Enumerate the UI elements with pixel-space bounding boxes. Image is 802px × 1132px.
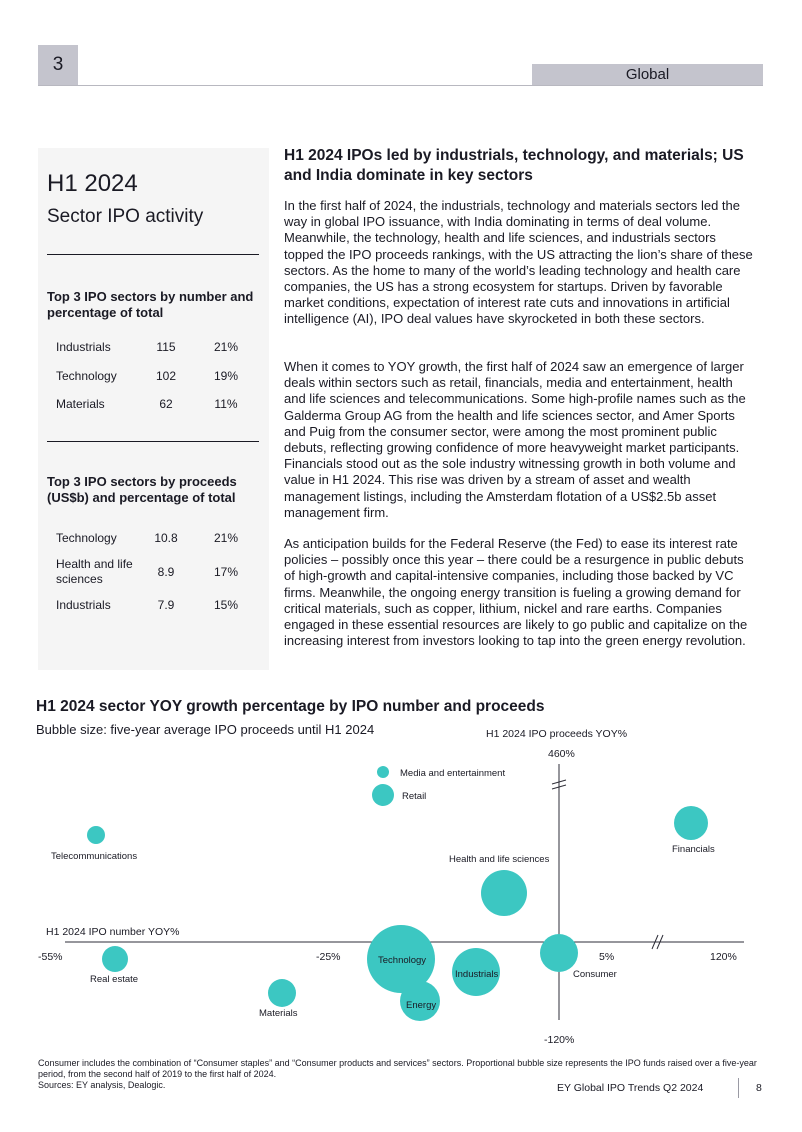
x-tick-label: 5% [599, 951, 615, 963]
sector-pct: 11% [214, 397, 238, 411]
sector-pct: 21% [213, 531, 239, 545]
sector-name: Health and life sciences [56, 557, 133, 586]
article-paragraph: When it comes to YOY growth, the first half of 2024 saw an emergence of larger deals within sectors such as retail, financials, media and entertainment, health and life sciences and telecommunications. Some high-profile names such as the Galderma Group AG from the health and life sciences sector, and Amer Sports and Puig from the consumer sector, were among the most prominent public debuts, reflecting growing confidence of more heavyweight market participants. Financials stood out as the sole industry witnessing growth in both volume and value in H1 2024. This rise was driven by a stream of asset and wealth management listings, including the Amsterdam flotation of a US$2.5b asset management firm. [284, 359, 746, 520]
sector-name: Technology [56, 369, 117, 383]
panel-divider [47, 441, 259, 442]
footnote-text: Consumer includes the combination of “Consumer staples” and “Consumer products and services” sectors. Proportional bubble size represents the IPO funds raised over a five-year period, from the second half of 2019 to the first half of 2024. [38, 1058, 757, 1079]
bubble-telecommunications [87, 826, 105, 844]
footer-divider [738, 1078, 739, 1098]
bubble-chart [0, 720, 802, 1055]
x-axis-label: H1 2024 IPO number YOY% [46, 926, 180, 938]
report-name: EY Global IPO Trends Q2 2024 [557, 1082, 704, 1094]
sector-value: 102 [155, 369, 177, 383]
bubble-health-life-sciences [481, 870, 527, 916]
sector-name: Industrials [56, 340, 111, 354]
chart-title: H1 2024 sector YOY growth percentage by IPO number and proceeds [36, 698, 545, 715]
footnote-sources: Sources: EY analysis, Dealogic. [38, 1080, 166, 1090]
article-title: H1 2024 IPOs led by industrials, technology, and materials; US and India dominate in key sectors [284, 147, 744, 184]
sector-name: Industrials [56, 598, 111, 612]
number-table-heading: Top 3 IPO sectors by number and percentage of total [47, 289, 254, 320]
sector-value: 8.9 [157, 565, 175, 579]
panel-subtitle: Sector IPO activity [47, 206, 204, 227]
bubble-label: Industrials [455, 969, 499, 980]
sector-pct: 21% [213, 340, 239, 354]
sector-activity-panel [38, 148, 269, 670]
bubble-label: Technology [378, 955, 427, 966]
page-section-number: 3 [38, 45, 78, 85]
sector-name: Technology [56, 531, 117, 545]
y-axis-label: H1 2024 IPO proceeds YOY% [486, 728, 628, 740]
chart-subtitle: Bubble size: five-year average IPO proceeds until H1 2024 [36, 722, 375, 737]
sector-name: Materials [56, 397, 105, 411]
bubble-consumer [540, 934, 578, 972]
bubble-label: Materials [259, 1008, 298, 1019]
bubble-materials [268, 979, 296, 1007]
bubble-label: Telecommunications [51, 851, 138, 862]
sector-value: 10.8 [154, 531, 178, 545]
bubble-real-estate [102, 946, 128, 972]
article-paragraph: In the first half of 2024, the industrials, technology and materials sectors led the way in global IPO issuance, with India dominating in terms of deal volume. Meanwhile, the technology, health and life sciences, and industrials sectors topped the IPO proceeds rankings, with the US attracting the lion’s share of these sectors. As the home to many of the world’s leading technology and health care companies, the US has a strong ecosystem for startups. Driven by favorable market conditions, expectation of interest rate cuts and innovations in artificial intelligence (AI), IPO deal values have skyrocketed in both these sectors. [284, 198, 753, 327]
legend-marker-media [377, 766, 389, 778]
panel-divider [47, 254, 259, 255]
legend-marker-retail [372, 784, 394, 806]
header-divider [38, 85, 763, 86]
sector-value: 7.9 [157, 598, 175, 612]
region-label: Global [532, 64, 763, 85]
bubble-label: Energy [406, 1000, 437, 1011]
sector-value: 62 [159, 397, 173, 411]
bubble-label: Real estate [90, 974, 139, 985]
panel-title: H1 2024 [47, 170, 138, 197]
x-tick-label: -25% [316, 951, 341, 963]
bubble-label: Consumer [573, 969, 617, 980]
article-paragraph: As anticipation builds for the Federal Reserve (the Fed) to ease its interest rate policies – possibly once this year – there could be a resurgence in public debuts of high-growth and capital-intensive companies, including those backed by VC firms. Meanwhile, the ongoing energy transition is fueling a growing demand for critical materials, such as copper, lithium, nickel and rare earths. Companies engaged in these essential resources are likely to go public and capitalize on the increasing interest from investors looking to tap into the green energy revolution. [284, 536, 748, 649]
page-number: 8 [756, 1082, 762, 1094]
y-tick-label: 460% [548, 748, 575, 760]
sector-pct: 17% [213, 565, 239, 579]
x-tick-label: -55% [38, 951, 63, 963]
sector-pct: 19% [213, 369, 239, 383]
bubble-label: Financials [672, 844, 715, 855]
proceeds-table-heading: Top 3 IPO sectors by proceeds (US$b) and percentage of total [47, 474, 237, 505]
y-tick-label: -120% [544, 1034, 575, 1046]
sector-value: 115 [156, 340, 176, 354]
bubble-financials [674, 806, 708, 840]
bubble-label: Health and life sciences [449, 854, 550, 865]
legend-label: Retail [402, 791, 427, 802]
x-tick-label: 120% [710, 951, 737, 963]
legend-label: Media and entertainment [400, 768, 506, 779]
sector-pct: 15% [213, 598, 239, 612]
